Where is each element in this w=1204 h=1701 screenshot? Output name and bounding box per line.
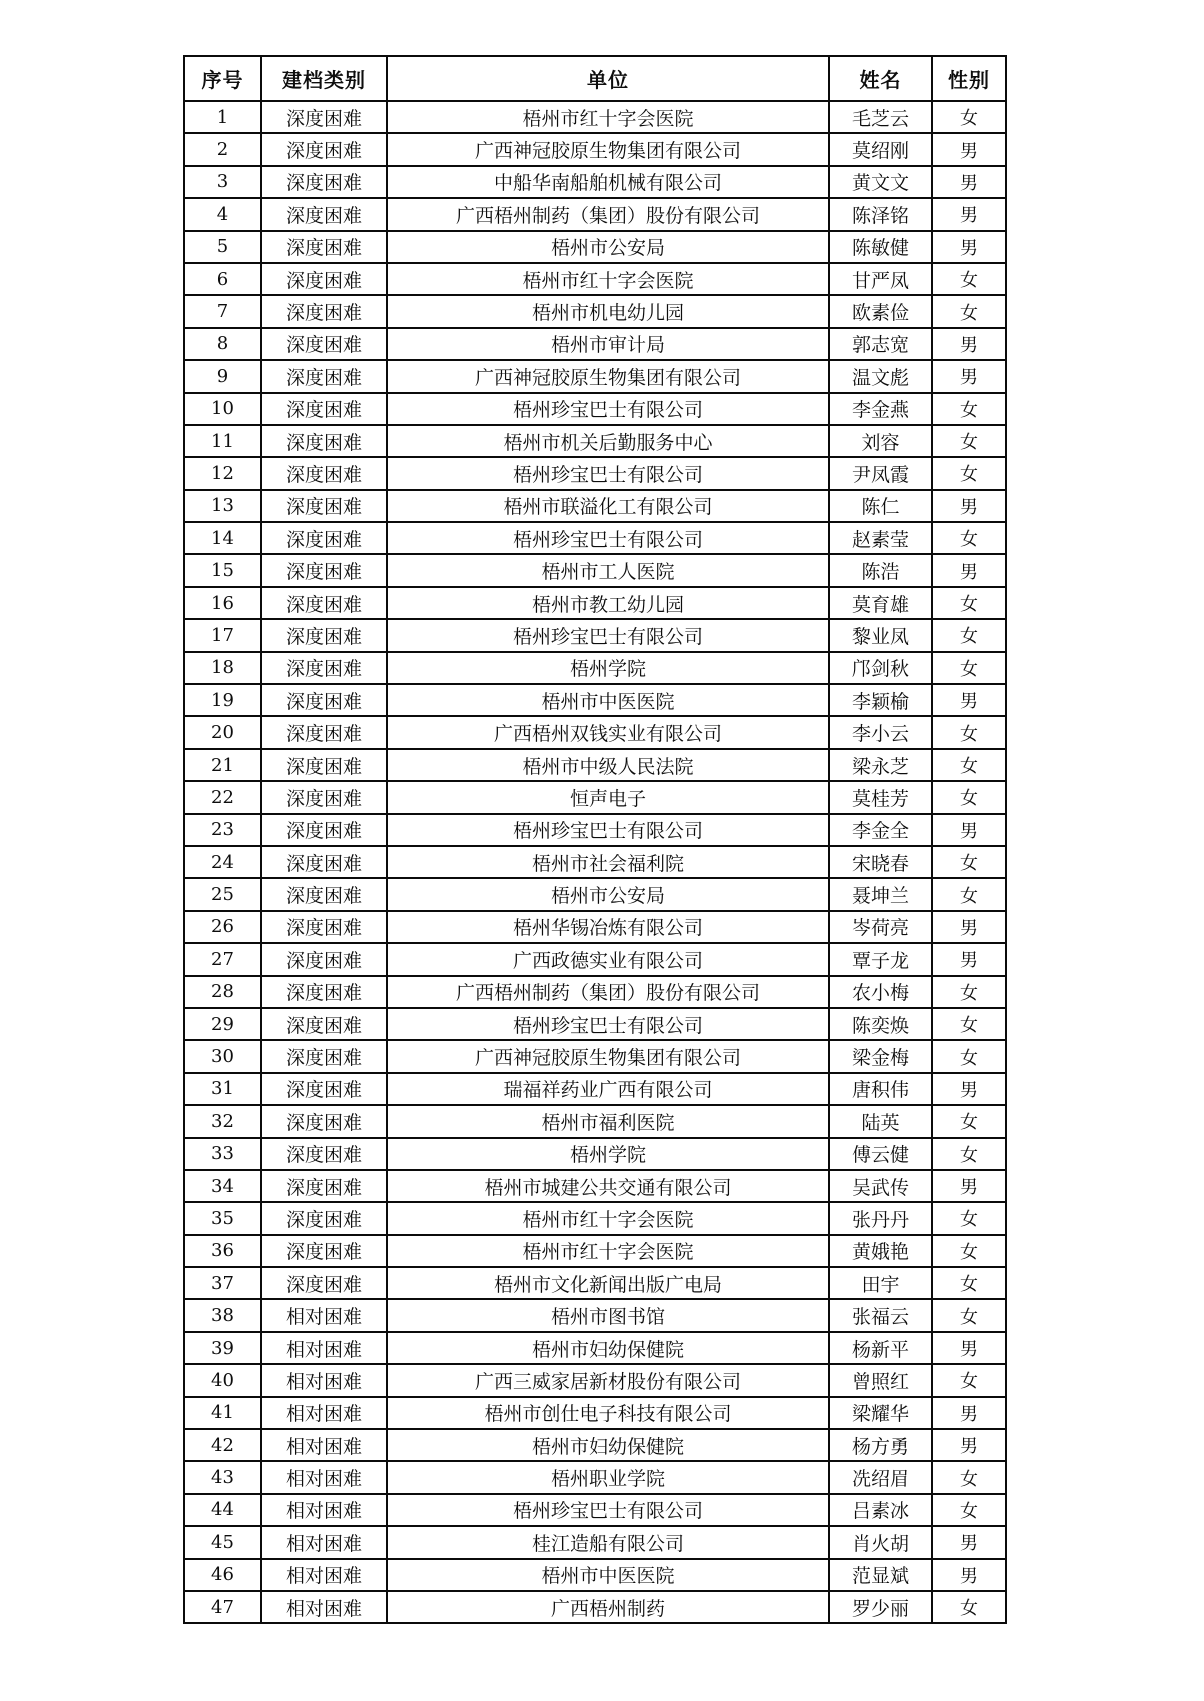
cell-gender: 男 <box>932 166 1006 198</box>
cell-index: 45 <box>184 1526 261 1558</box>
table-header <box>184 56 1006 101</box>
cell-name: 陈泽铭 <box>829 198 932 230</box>
cell-category: 相对困难 <box>261 1559 387 1591</box>
header-unit: 单位 <box>387 56 829 101</box>
cell-index: 1 <box>184 101 261 133</box>
table-row <box>184 911 1006 943</box>
cell-index: 3 <box>184 166 261 198</box>
header-gender: 性别 <box>932 56 1006 101</box>
cell-category: 相对困难 <box>261 1397 387 1429</box>
cell-name: 莫育雄 <box>829 587 932 619</box>
cell-unit: 梧州学院 <box>387 652 829 684</box>
cell-unit: 梧州市机电幼儿园 <box>387 295 829 327</box>
cell-unit: 广西梧州制药（集团）股份有限公司 <box>387 198 829 230</box>
cell-unit: 瑞福祥药业广西有限公司 <box>387 1073 829 1105</box>
cell-index: 18 <box>184 652 261 684</box>
cell-gender: 女 <box>932 1299 1006 1331</box>
cell-name: 刘容 <box>829 425 932 457</box>
table-row <box>184 619 1006 651</box>
table-row <box>184 198 1006 230</box>
table-row <box>184 1332 1006 1364</box>
cell-index: 20 <box>184 716 261 748</box>
cell-index: 12 <box>184 457 261 489</box>
cell-index: 43 <box>184 1461 261 1493</box>
cell-category: 深度困难 <box>261 457 387 489</box>
table-row <box>184 1008 1006 1040</box>
cell-gender: 女 <box>932 1138 1006 1170</box>
cell-gender: 男 <box>932 943 1006 975</box>
cell-name: 李颖榆 <box>829 684 932 716</box>
cell-name: 杨新平 <box>829 1332 932 1364</box>
cell-name: 覃子龙 <box>829 943 932 975</box>
cell-unit: 梧州珍宝巴士有限公司 <box>387 1008 829 1040</box>
cell-index: 36 <box>184 1235 261 1267</box>
cell-gender: 男 <box>932 554 1006 586</box>
cell-name: 黄文文 <box>829 166 932 198</box>
cell-unit: 梧州珍宝巴士有限公司 <box>387 814 829 846</box>
cell-index: 41 <box>184 1397 261 1429</box>
cell-index: 32 <box>184 1105 261 1137</box>
cell-unit: 梧州市教工幼儿园 <box>387 587 829 619</box>
cell-gender: 男 <box>932 1332 1006 1364</box>
cell-category: 深度困难 <box>261 263 387 295</box>
cell-name: 曾照红 <box>829 1364 932 1396</box>
cell-category: 深度困难 <box>261 425 387 457</box>
table-row <box>184 846 1006 878</box>
table-row <box>184 716 1006 748</box>
cell-name: 莫桂芳 <box>829 781 932 813</box>
cell-name: 张丹丹 <box>829 1202 932 1234</box>
cell-index: 6 <box>184 263 261 295</box>
cell-index: 38 <box>184 1299 261 1331</box>
cell-gender: 男 <box>932 328 1006 360</box>
cell-category: 相对困难 <box>261 1429 387 1461</box>
cell-category: 深度困难 <box>261 716 387 748</box>
cell-name: 陈敏健 <box>829 231 932 263</box>
table-row <box>184 1364 1006 1396</box>
cell-index: 33 <box>184 1138 261 1170</box>
table-row <box>184 360 1006 392</box>
cell-unit: 梧州市红十字会医院 <box>387 1202 829 1234</box>
cell-unit: 梧州市红十字会医院 <box>387 263 829 295</box>
cell-gender: 女 <box>932 652 1006 684</box>
cell-gender: 女 <box>932 587 1006 619</box>
table-row <box>184 457 1006 489</box>
header-category: 建档类别 <box>261 56 387 101</box>
table-row <box>184 684 1006 716</box>
cell-gender: 女 <box>932 425 1006 457</box>
cell-gender: 女 <box>932 1008 1006 1040</box>
cell-gender: 女 <box>932 295 1006 327</box>
table-row <box>184 295 1006 327</box>
cell-unit: 梧州市中级人民法院 <box>387 749 829 781</box>
cell-unit: 梧州珍宝巴士有限公司 <box>387 619 829 651</box>
table-row <box>184 133 1006 165</box>
cell-name: 岑荷亮 <box>829 911 932 943</box>
table-row <box>184 522 1006 554</box>
cell-gender: 女 <box>932 263 1006 295</box>
cell-unit: 梧州市文化新闻出版广电局 <box>387 1267 829 1299</box>
cell-gender: 女 <box>932 1235 1006 1267</box>
cell-category: 深度困难 <box>261 490 387 522</box>
cell-gender: 男 <box>932 1170 1006 1202</box>
cell-name: 赵素莹 <box>829 522 932 554</box>
cell-category: 深度困难 <box>261 360 387 392</box>
cell-name: 吕素冰 <box>829 1494 932 1526</box>
table-row <box>184 1235 1006 1267</box>
cell-index: 25 <box>184 878 261 910</box>
cell-unit: 广西神冠胶原生物集团有限公司 <box>387 360 829 392</box>
header-row <box>184 56 1006 101</box>
cell-index: 7 <box>184 295 261 327</box>
cell-category: 深度困难 <box>261 133 387 165</box>
cell-gender: 男 <box>932 1397 1006 1429</box>
cell-name: 陈奕焕 <box>829 1008 932 1040</box>
cell-name: 冼绍眉 <box>829 1461 932 1493</box>
cell-index: 35 <box>184 1202 261 1234</box>
cell-category: 深度困难 <box>261 878 387 910</box>
cell-index: 22 <box>184 781 261 813</box>
cell-gender: 女 <box>932 976 1006 1008</box>
cell-name: 范显斌 <box>829 1559 932 1591</box>
cell-category: 相对困难 <box>261 1591 387 1623</box>
cell-unit: 梧州珍宝巴士有限公司 <box>387 457 829 489</box>
cell-unit: 梧州市图书馆 <box>387 1299 829 1331</box>
cell-unit: 恒声电子 <box>387 781 829 813</box>
cell-unit: 梧州市红十字会医院 <box>387 1235 829 1267</box>
cell-category: 深度困难 <box>261 781 387 813</box>
cell-name: 欧素俭 <box>829 295 932 327</box>
cell-category: 深度困难 <box>261 101 387 133</box>
cell-unit: 梧州市城建公共交通有限公司 <box>387 1170 829 1202</box>
cell-name: 梁金梅 <box>829 1040 932 1072</box>
cell-unit: 广西梧州双钱实业有限公司 <box>387 716 829 748</box>
cell-gender: 女 <box>932 878 1006 910</box>
cell-category: 深度困难 <box>261 1235 387 1267</box>
cell-category: 深度困难 <box>261 231 387 263</box>
cell-index: 39 <box>184 1332 261 1364</box>
cell-unit: 梧州市妇幼保健院 <box>387 1429 829 1461</box>
cell-category: 深度困难 <box>261 554 387 586</box>
cell-gender: 女 <box>932 781 1006 813</box>
table-row <box>184 393 1006 425</box>
cell-index: 21 <box>184 749 261 781</box>
table-row <box>184 1397 1006 1429</box>
cell-index: 28 <box>184 976 261 1008</box>
cell-unit: 广西梧州制药（集团）股份有限公司 <box>387 976 829 1008</box>
table-row <box>184 976 1006 1008</box>
cell-name: 温文彪 <box>829 360 932 392</box>
cell-category: 深度困难 <box>261 976 387 1008</box>
cell-category: 深度困难 <box>261 1008 387 1040</box>
cell-name: 陈仁 <box>829 490 932 522</box>
table-row <box>184 1170 1006 1202</box>
cell-gender: 女 <box>932 457 1006 489</box>
header-name: 姓名 <box>829 56 932 101</box>
cell-index: 13 <box>184 490 261 522</box>
table-row <box>184 814 1006 846</box>
cell-name: 傅云健 <box>829 1138 932 1170</box>
cell-unit: 梧州市福利医院 <box>387 1105 829 1137</box>
cell-category: 深度困难 <box>261 587 387 619</box>
cell-gender: 女 <box>932 1267 1006 1299</box>
cell-index: 30 <box>184 1040 261 1072</box>
cell-category: 深度困难 <box>261 198 387 230</box>
cell-gender: 男 <box>932 490 1006 522</box>
cell-index: 19 <box>184 684 261 716</box>
table-row <box>184 101 1006 133</box>
cell-name: 梁永芝 <box>829 749 932 781</box>
cell-index: 15 <box>184 554 261 586</box>
cell-index: 40 <box>184 1364 261 1396</box>
cell-unit: 广西三威家居新材股份有限公司 <box>387 1364 829 1396</box>
cell-index: 4 <box>184 198 261 230</box>
cell-name: 黄娥艳 <box>829 1235 932 1267</box>
cell-category: 深度困难 <box>261 814 387 846</box>
cell-name: 毛芝云 <box>829 101 932 133</box>
cell-category: 深度困难 <box>261 1105 387 1137</box>
cell-gender: 女 <box>932 1040 1006 1072</box>
cell-name: 邝剑秋 <box>829 652 932 684</box>
table-row <box>184 1267 1006 1299</box>
cell-category: 相对困难 <box>261 1526 387 1558</box>
table-row <box>184 263 1006 295</box>
cell-category: 深度困难 <box>261 1138 387 1170</box>
cell-unit: 梧州华锡冶炼有限公司 <box>387 911 829 943</box>
cell-unit: 梧州珍宝巴士有限公司 <box>387 522 829 554</box>
cell-category: 深度困难 <box>261 1267 387 1299</box>
cell-category: 深度困难 <box>261 1073 387 1105</box>
cell-name: 肖火胡 <box>829 1526 932 1558</box>
cell-unit: 中船华南船舶机械有限公司 <box>387 166 829 198</box>
cell-unit: 梧州市公安局 <box>387 878 829 910</box>
cell-name: 罗少丽 <box>829 1591 932 1623</box>
cell-unit: 梧州市审计局 <box>387 328 829 360</box>
cell-category: 深度困难 <box>261 619 387 651</box>
table-row <box>184 1461 1006 1493</box>
cell-category: 相对困难 <box>261 1299 387 1331</box>
table-row <box>184 328 1006 360</box>
cell-index: 11 <box>184 425 261 457</box>
cell-name: 李金燕 <box>829 393 932 425</box>
cell-gender: 男 <box>932 1073 1006 1105</box>
table-row <box>184 231 1006 263</box>
cell-unit: 广西神冠胶原生物集团有限公司 <box>387 1040 829 1072</box>
cell-unit: 梧州市中医医院 <box>387 1559 829 1591</box>
cell-gender: 男 <box>932 133 1006 165</box>
cell-category: 深度困难 <box>261 749 387 781</box>
table-row <box>184 1138 1006 1170</box>
cell-unit: 梧州市机关后勤服务中心 <box>387 425 829 457</box>
cell-index: 2 <box>184 133 261 165</box>
cell-index: 37 <box>184 1267 261 1299</box>
cell-gender: 男 <box>932 911 1006 943</box>
cell-gender: 女 <box>932 1494 1006 1526</box>
table-row <box>184 587 1006 619</box>
cell-unit: 广西梧州制药 <box>387 1591 829 1623</box>
cell-gender: 女 <box>932 1364 1006 1396</box>
cell-gender: 男 <box>932 198 1006 230</box>
cell-name: 杨方勇 <box>829 1429 932 1461</box>
table-row <box>184 1040 1006 1072</box>
table-row <box>184 1494 1006 1526</box>
cell-name: 莫绍刚 <box>829 133 932 165</box>
cell-gender: 女 <box>932 619 1006 651</box>
cell-category: 深度困难 <box>261 1170 387 1202</box>
cell-index: 24 <box>184 846 261 878</box>
header-index: 序号 <box>184 56 261 101</box>
cell-category: 相对困难 <box>261 1364 387 1396</box>
cell-unit: 广西政德实业有限公司 <box>387 943 829 975</box>
cell-gender: 女 <box>932 749 1006 781</box>
cell-category: 深度困难 <box>261 328 387 360</box>
cell-gender: 女 <box>932 1202 1006 1234</box>
cell-index: 47 <box>184 1591 261 1623</box>
table-row <box>184 878 1006 910</box>
cell-gender: 男 <box>932 231 1006 263</box>
table-row <box>184 490 1006 522</box>
cell-unit: 梧州市联溢化工有限公司 <box>387 490 829 522</box>
table-row <box>184 749 1006 781</box>
cell-gender: 女 <box>932 101 1006 133</box>
table-row <box>184 166 1006 198</box>
cell-index: 29 <box>184 1008 261 1040</box>
cell-name: 黎业凤 <box>829 619 932 651</box>
cell-name: 李金全 <box>829 814 932 846</box>
cell-index: 16 <box>184 587 261 619</box>
cell-unit: 梧州市妇幼保健院 <box>387 1332 829 1364</box>
table-row <box>184 1073 1006 1105</box>
cell-index: 34 <box>184 1170 261 1202</box>
table-row <box>184 652 1006 684</box>
cell-name: 唐积伟 <box>829 1073 932 1105</box>
cell-name: 陈浩 <box>829 554 932 586</box>
cell-category: 深度困难 <box>261 943 387 975</box>
cell-index: 8 <box>184 328 261 360</box>
table-row <box>184 1299 1006 1331</box>
table-row <box>184 1559 1006 1591</box>
table-row <box>184 1105 1006 1137</box>
cell-index: 42 <box>184 1429 261 1461</box>
cell-unit: 梧州市公安局 <box>387 231 829 263</box>
cell-unit: 梧州珍宝巴士有限公司 <box>387 393 829 425</box>
cell-unit: 梧州职业学院 <box>387 1461 829 1493</box>
table-row <box>184 1591 1006 1623</box>
table-row <box>184 425 1006 457</box>
cell-gender: 男 <box>932 684 1006 716</box>
cell-index: 27 <box>184 943 261 975</box>
cell-category: 深度困难 <box>261 846 387 878</box>
cell-category: 深度困难 <box>261 1040 387 1072</box>
cell-index: 26 <box>184 911 261 943</box>
cell-unit: 梧州市工人医院 <box>387 554 829 586</box>
cell-unit: 梧州珍宝巴士有限公司 <box>387 1494 829 1526</box>
cell-category: 相对困难 <box>261 1494 387 1526</box>
cell-gender: 男 <box>932 1429 1006 1461</box>
table-row <box>184 781 1006 813</box>
cell-unit: 梧州市红十字会医院 <box>387 101 829 133</box>
cell-unit: 桂江造船有限公司 <box>387 1526 829 1558</box>
cell-category: 相对困难 <box>261 1461 387 1493</box>
table-row <box>184 554 1006 586</box>
cell-name: 陆英 <box>829 1105 932 1137</box>
cell-name: 吴武传 <box>829 1170 932 1202</box>
cell-gender: 女 <box>932 716 1006 748</box>
cell-index: 31 <box>184 1073 261 1105</box>
cell-gender: 女 <box>932 393 1006 425</box>
cell-index: 10 <box>184 393 261 425</box>
cell-name: 聂坤兰 <box>829 878 932 910</box>
cell-category: 深度困难 <box>261 295 387 327</box>
cell-category: 深度困难 <box>261 1202 387 1234</box>
cell-unit: 梧州市创仕电子科技有限公司 <box>387 1397 829 1429</box>
cell-unit: 梧州市中医医院 <box>387 684 829 716</box>
table-row <box>184 1429 1006 1461</box>
cell-index: 17 <box>184 619 261 651</box>
cell-category: 深度困难 <box>261 652 387 684</box>
cell-name: 宋晓春 <box>829 846 932 878</box>
cell-index: 9 <box>184 360 261 392</box>
cell-gender: 男 <box>932 360 1006 392</box>
cell-category: 深度困难 <box>261 522 387 554</box>
cell-category: 深度困难 <box>261 911 387 943</box>
cell-name: 农小梅 <box>829 976 932 1008</box>
cell-gender: 男 <box>932 1526 1006 1558</box>
roster-table <box>183 55 1007 1624</box>
cell-name: 尹凤霞 <box>829 457 932 489</box>
cell-name: 郭志宽 <box>829 328 932 360</box>
cell-gender: 女 <box>932 522 1006 554</box>
cell-unit: 梧州学院 <box>387 1138 829 1170</box>
cell-name: 李小云 <box>829 716 932 748</box>
cell-gender: 女 <box>932 1461 1006 1493</box>
cell-category: 深度困难 <box>261 393 387 425</box>
table-body <box>184 101 1006 1623</box>
cell-index: 14 <box>184 522 261 554</box>
cell-name: 甘严凤 <box>829 263 932 295</box>
cell-name: 张福云 <box>829 1299 932 1331</box>
cell-gender: 女 <box>932 1105 1006 1137</box>
cell-index: 23 <box>184 814 261 846</box>
cell-index: 5 <box>184 231 261 263</box>
cell-name: 梁耀华 <box>829 1397 932 1429</box>
cell-category: 深度困难 <box>261 684 387 716</box>
cell-unit: 广西神冠胶原生物集团有限公司 <box>387 133 829 165</box>
cell-gender: 女 <box>932 846 1006 878</box>
cell-gender: 男 <box>932 814 1006 846</box>
cell-gender: 女 <box>932 1591 1006 1623</box>
cell-unit: 梧州市社会福利院 <box>387 846 829 878</box>
table-row <box>184 1202 1006 1234</box>
cell-category: 深度困难 <box>261 166 387 198</box>
table-row <box>184 1526 1006 1558</box>
cell-gender: 男 <box>932 1559 1006 1591</box>
cell-index: 46 <box>184 1559 261 1591</box>
table-row <box>184 943 1006 975</box>
cell-category: 相对困难 <box>261 1332 387 1364</box>
cell-name: 田宇 <box>829 1267 932 1299</box>
cell-index: 44 <box>184 1494 261 1526</box>
